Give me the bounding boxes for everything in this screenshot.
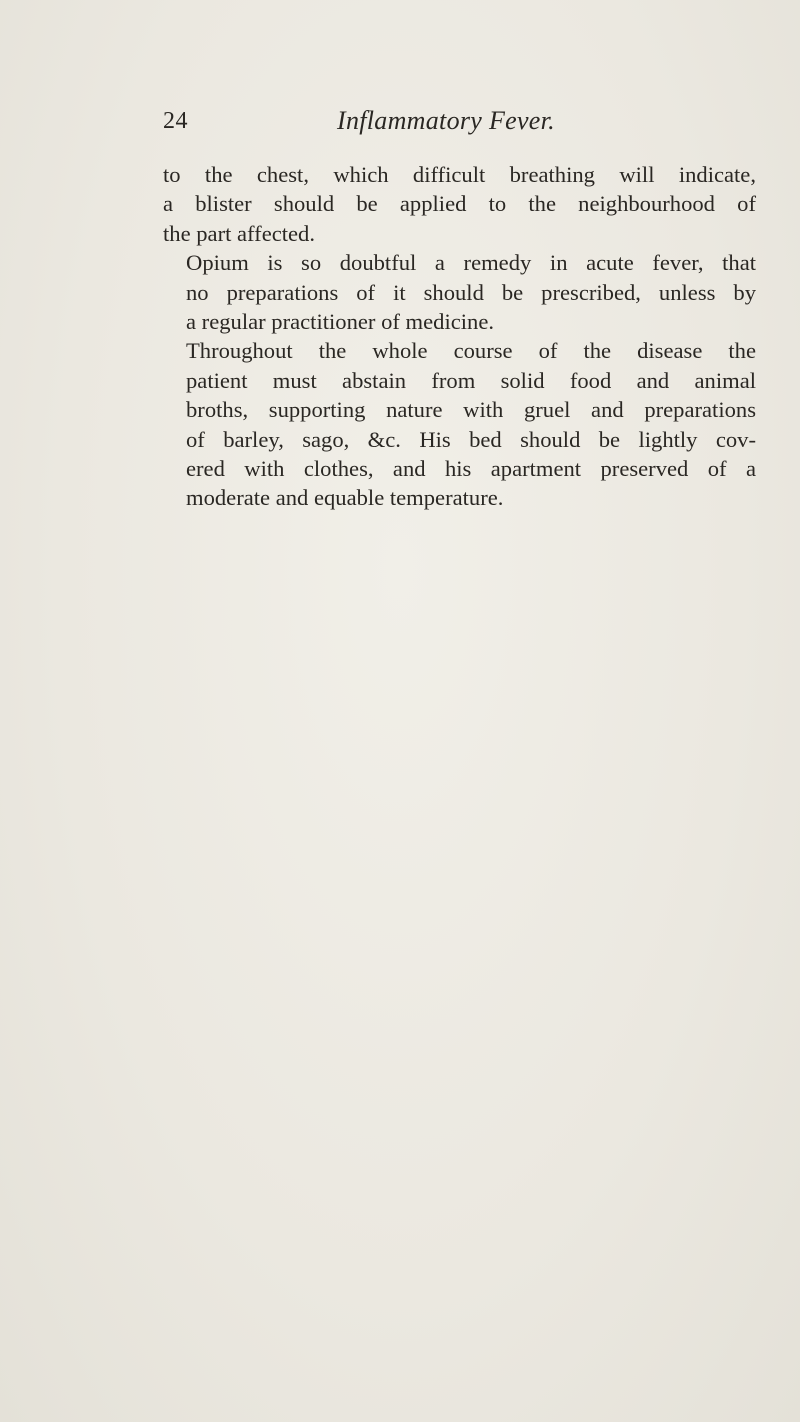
- text-line: broths, supporting nature with gruel and preparations: [186, 397, 756, 423]
- text-line: Throughout the whole course of the disease the: [186, 338, 756, 364]
- text-line: ered with clothes, and his apartment preserved of a: [186, 456, 756, 482]
- paragraph-opium: [163, 248, 756, 336]
- text-line: a blister should be applied to the neighbourhood of: [163, 191, 756, 217]
- text-line: to the chest, which difficult breathing will indicate,: [163, 162, 756, 187]
- page-number: 24: [163, 108, 188, 134]
- running-title: Inflammatory Fever.: [337, 106, 555, 135]
- text-line: the part affected.: [163, 220, 316, 246]
- running-head: [163, 104, 773, 138]
- text-line: no preparations of it should be prescribed, unless by: [186, 279, 756, 305]
- text-line: moderate and equable temperature.: [186, 485, 504, 511]
- text-line: patient must abstain from solid food and animal: [186, 367, 756, 393]
- text-line: of barley, sago, &c. His bed should be lightly cov-: [186, 426, 756, 452]
- text-line: Opium is so doubtful a remedy in acute fever, that: [186, 250, 756, 276]
- paragraph-chest-blister: [163, 160, 756, 248]
- text-line: a regular practitioner of medicine.: [186, 309, 495, 335]
- body-text: [163, 160, 756, 513]
- paragraph-diet-regimen: [163, 336, 756, 512]
